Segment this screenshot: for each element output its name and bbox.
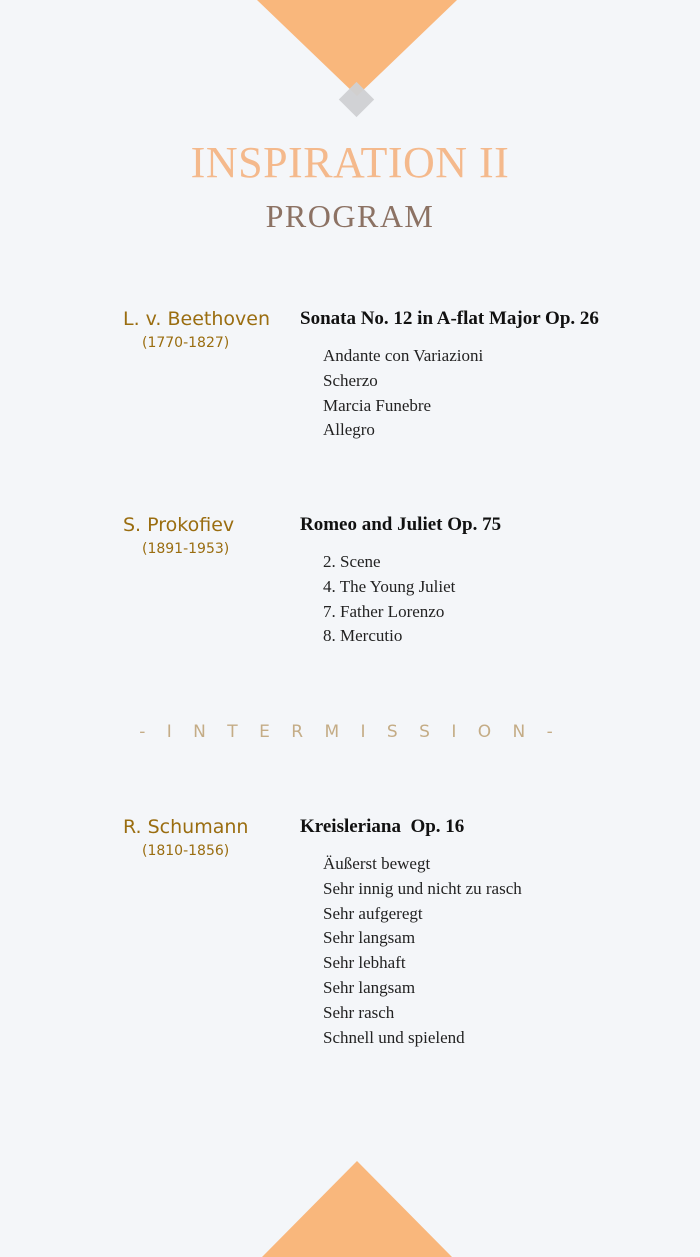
movement-item: Marcia Funebre	[323, 395, 432, 415]
movement-item: 2. Scene	[323, 552, 381, 571]
movement-item: 7. Father Lorenzo	[323, 601, 445, 621]
movement-item: 8. Mercutio	[323, 626, 403, 646]
movement-list	[323, 852, 522, 1050]
movement-list	[323, 550, 455, 649]
movement-item: Schnell und spielend	[323, 1027, 465, 1047]
composer-name: L. v. Beethoven	[123, 308, 271, 330]
composer-years: (1770-1827)	[142, 335, 230, 351]
movement-item: 4. The Young Juliet	[323, 576, 456, 596]
movement-item: Andante con Variazioni	[323, 346, 484, 365]
composer-name: S. Prokofiev	[123, 514, 235, 536]
composer-years: (1891-1953)	[142, 541, 230, 557]
intermission-label: - I N T E R M I S S I O N -	[139, 722, 561, 742]
movement-item: Sehr langsam	[323, 977, 416, 997]
movement-item: Sehr rasch	[323, 1002, 395, 1022]
movement-list	[323, 344, 483, 443]
work-title: Romeo and Juliet Op. 75	[300, 514, 502, 535]
movement-item: Sehr lebhaft	[323, 953, 406, 973]
page-title: INSPIRATION II	[190, 138, 510, 187]
work-title: Kreisleriana Op. 16	[300, 816, 465, 837]
movement-item: Allegro	[323, 420, 375, 440]
movement-item: Sehr langsam	[323, 928, 416, 948]
page-subtitle: PROGRAM	[265, 198, 435, 234]
work-title: Sonata No. 12 in A-flat Major Op. 26	[300, 308, 599, 329]
bottom-triangle-decoration	[262, 1161, 452, 1257]
movement-item: Scherzo	[323, 370, 378, 390]
composer-years: (1810-1856)	[142, 843, 230, 859]
movement-item: Sehr innig und nicht zu rasch	[323, 878, 522, 898]
movement-item: Sehr aufgeregt	[323, 903, 423, 923]
movement-item: Äußerst bewegt	[323, 854, 431, 873]
composer-name: R. Schumann	[123, 816, 249, 838]
